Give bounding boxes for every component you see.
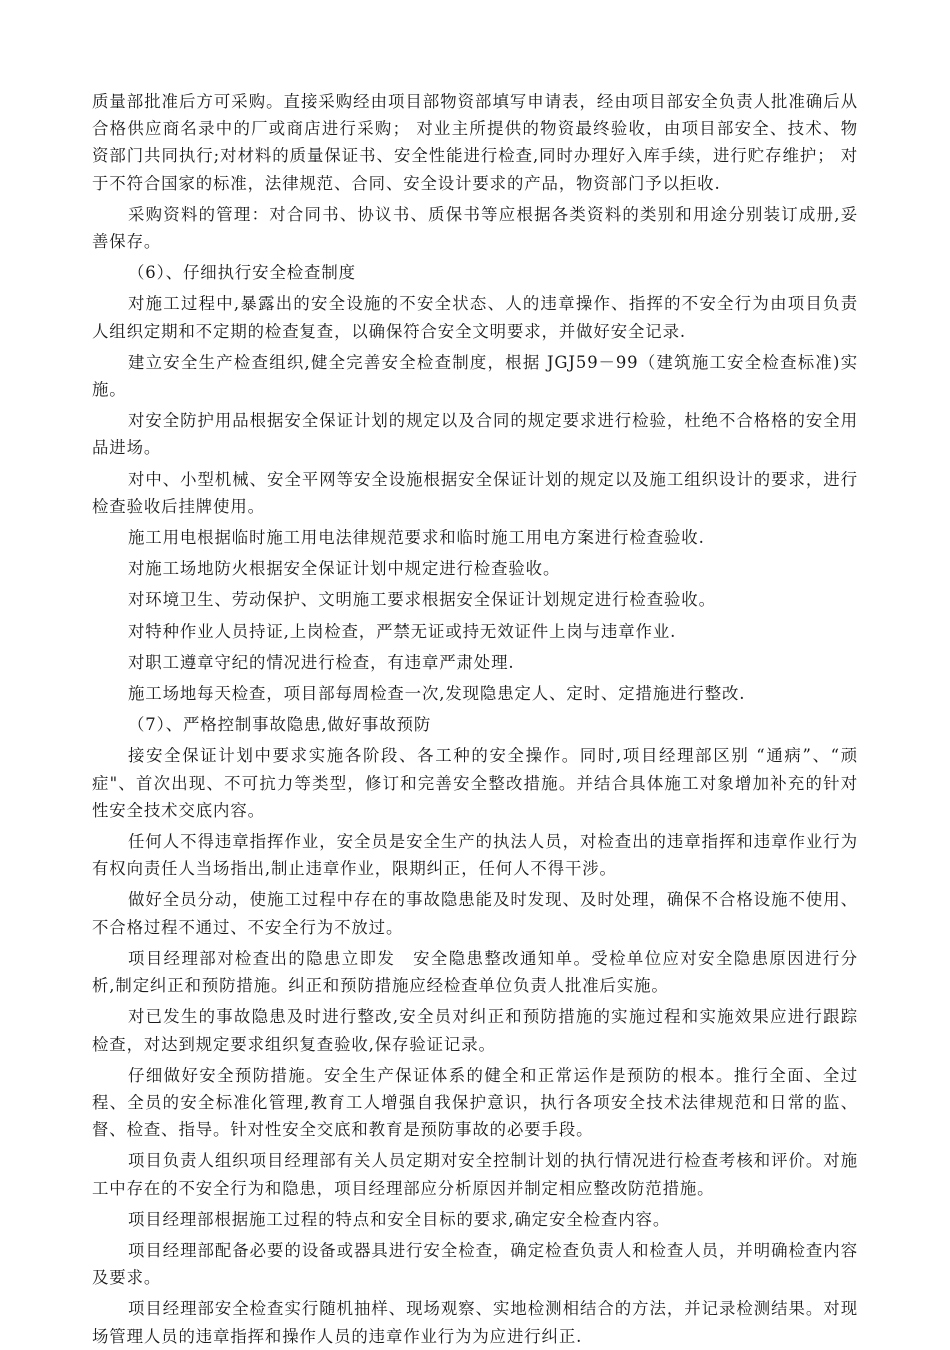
paragraph: 对职工遵章守纪的情况进行检查，有违章严肃处理. (128, 652, 515, 672)
section-heading: （7）、严格控制事故隐患,做好事故预防 (128, 715, 432, 735)
paragraph: 施工用电根据临时施工用电法律规范要求和临时施工用电方案进行检查验收. (128, 528, 705, 548)
paragraph: 建立安全生产检查组织,健全完善安全检查制度，根据 JGJ59－99（建筑施工安全检查标准)实施。 (92, 352, 858, 400)
paragraph: 项目经理部根据施工过程的特点和安全目标的要求,确定安全检查内容。 (128, 1209, 671, 1229)
paragraph: 对已发生的事故隐患及时进行整改,安全员对纠正和预防措施的实施过程和实施效果应进行跟踪检查，对达到规定要求组织复查验收,保存验证记录。 (92, 1007, 858, 1054)
document-body (92, 88, 858, 1350)
paragraph: 对安全防护用品根据安全保证计划的规定以及合同的规定要求进行检验，杜绝不合格格的安全用品进场。 (92, 411, 858, 458)
paragraph: 项目经理部安全检查实行随机抽样、现场观察、实地检测相结合的方法，并记录检测结果。对现场管理人员的违章指挥和操作人员的违章作业行为为应进行纠正. (92, 1299, 858, 1346)
paragraph: 项目经理部配备必要的设备或器具进行安全检查，确定检查负责人和检查人员，并明确检查内容及要求。 (92, 1240, 858, 1288)
paragraph: 施工场地每天检查，项目部每周检查一次,发现隐患定人、定时、定措施进行整改. (128, 684, 746, 704)
paragraph: 对施工过程中,暴露出的安全设施的不安全状态、人的违章操作、指挥的不安全行为由项目负责人组织定期和不定期的检查复查，以确保符合安全文明要求，并做好安全记录. (92, 294, 858, 341)
paragraph: 采购资料的管理：对合同书、协议书、质保书等应根据各类资料的类别和用途分别装订成册,妥善保存。 (92, 204, 858, 252)
section-heading: （6）、仔细执行安全检查制度 (128, 263, 356, 283)
paragraph: 对特种作业人员持证,上岗检查，严禁无证或持无效证件上岗与违章作业. (128, 621, 677, 641)
paragraph: 项目负责人组织项目经理部有关人员定期对安全控制计划的执行情况进行检查考核和评价。对施工中存在的不安全行为和隐患，项目经理部应分析原因并制定相应整改防范措施。 (92, 1151, 858, 1198)
paragraph: 对环境卫生、劳动保护、文明施工要求根据安全保证计划规定进行检查验收。 (128, 590, 716, 610)
paragraph: 对中、小型机械、安全平网等安全设施根据安全保证计划的规定以及施工组织设计的要求，进行检查验收后挂牌使用。 (92, 469, 858, 516)
paragraph-continuation: 质量部批准后方可采购。直接采购经由项目部物资部填写申请表，经由项目部安全负责人批准确后从合格供应商名录中的厂或商店进行采购； 对业主所提供的物资最终验收，由项目部安全、技术、物资部门共同执行;对材料的质量保证书、安全性能进行检查,同时办理好入库手续，进行贮存维护； 对于不符合国家的标准，法律规范、合同、安全设计要求的产品，物资部门予以拒收. (92, 92, 858, 193)
paragraph: 对施工场地防火根据安全保证计划中规定进行检查验收。 (128, 559, 561, 579)
paragraph: 任何人不得违章指挥作业，安全员是安全生产的执法人员，对检查出的违章指挥和违章作业行为有权向责任人当场指出,制止违章作业，限期纠正，任何人不得干涉。 (92, 832, 858, 879)
paragraph: 做好全员分动，使施工过程中存在的事故隐患能及时发现、及时处理，确保不合格设施不使用、不合格过程不通过、不安全行为不放过。 (92, 890, 858, 937)
paragraph: 项目经理部对检查出的隐患立即发 安全隐患整改通知单。受检单位应对安全隐患原因进行分析,制定纠正和预防措施。纠正和预防措施应经检查单位负责人批准后实施。 (92, 948, 858, 996)
paragraph: 接安全保证计划中要求实施各阶段、各工种的安全操作。同时,项目经理部区别 “通病”、“顽症"、首次出现、不可抗力等类型，修订和完善安全整改措施。并结合具体施工对象增加补充的针对性安全技术交底内容。 (92, 746, 858, 820)
paragraph: 仔细做好安全预防措施。安全生产保证体系的健全和正常运作是预防的根本。推行全面、全过程、全员的安全标准化管理,教育工人增强自我保护意识，执行各项安全技术法律规范和日常的监、督、检查、指导。针对性安全交底和教育是预防事故的必要手段。 (92, 1065, 858, 1140)
